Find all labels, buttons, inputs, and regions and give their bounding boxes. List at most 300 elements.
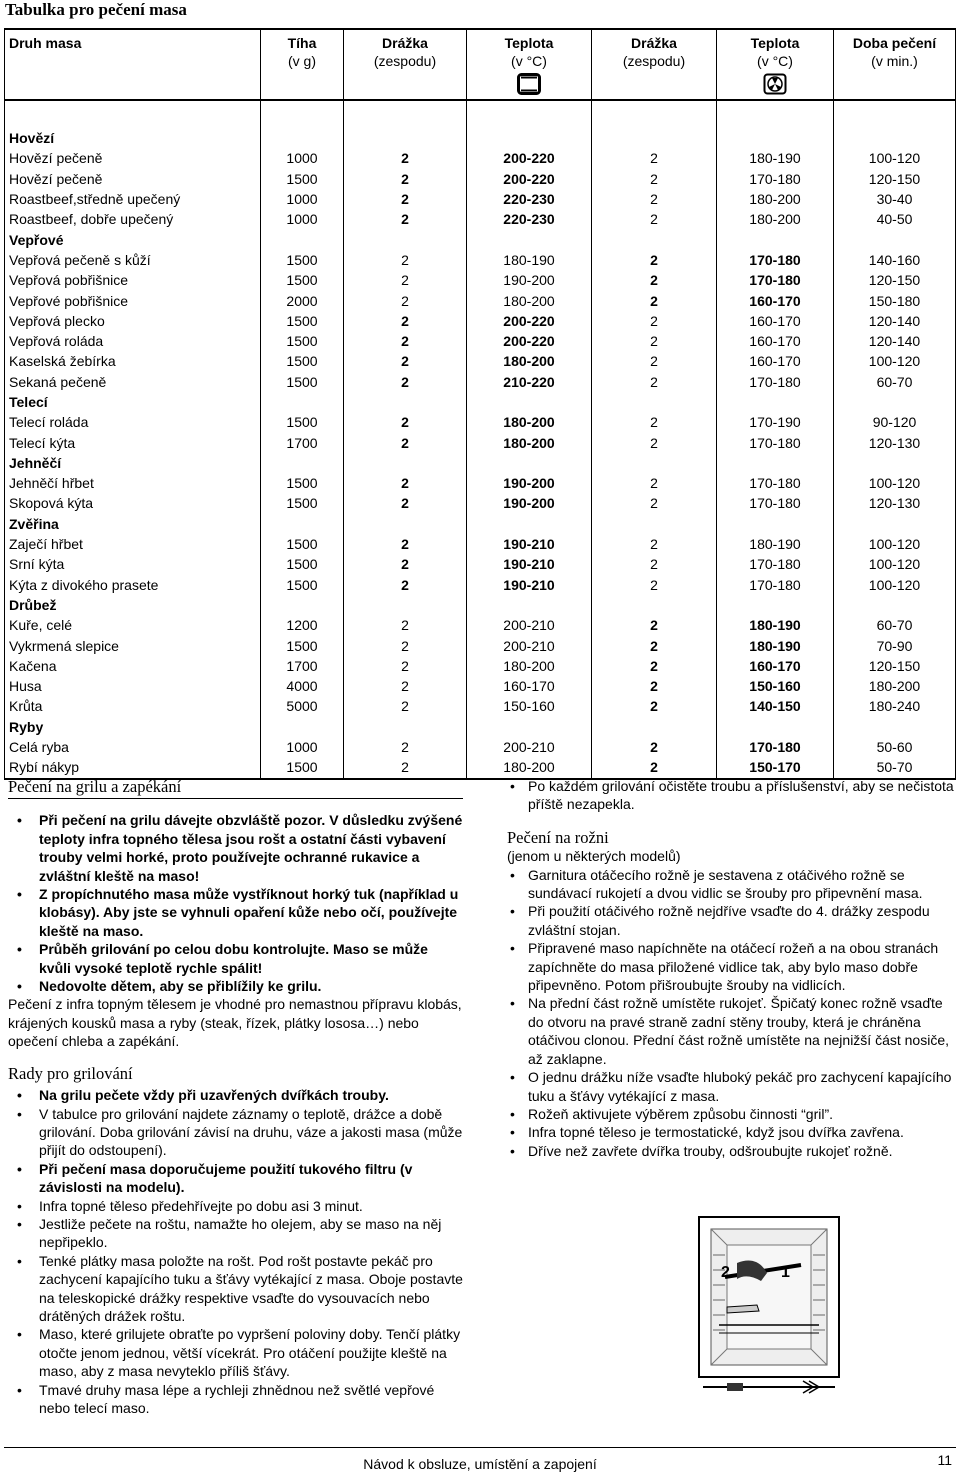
table-row [5, 270, 956, 290]
meat-name: Hovězí pečeně [5, 169, 261, 189]
table-row [5, 189, 956, 209]
temp-fan-cell: 150-160 [717, 676, 834, 696]
temp-fan-cell: 160-170 [717, 311, 834, 331]
table-row [5, 575, 956, 595]
tips-list [8, 1086, 463, 1417]
time-cell: 120-130 [834, 432, 956, 452]
shelf-fan-cell: 2 [592, 372, 717, 392]
grill-warnings-list [8, 811, 463, 995]
empty-cell [834, 128, 956, 148]
temp-conventional-cell: 180-200 [467, 351, 592, 371]
temp-fan-cell: 140-150 [717, 696, 834, 716]
shelf-conventional-cell: 2 [344, 270, 467, 290]
shelf-fan-cell: 2 [592, 412, 717, 432]
shelf-conventional-cell: 2 [344, 169, 467, 189]
list-item: • Tenké plátky masa položte na rošt. Pod rošt postavte pekáč pro zachycení kapajícího tuku a šťávy vytékající z masa. Oboje postavte na teleskopické drážky respektive vsaďte do vysouvacích nebo drátěných drážek roštu. [8, 1252, 463, 1326]
category-row [5, 514, 956, 534]
table-row [5, 331, 956, 351]
grill-section-header [8, 777, 463, 799]
temp-fan-cell: 170-180 [717, 270, 834, 290]
time-cell: 120-150 [834, 656, 956, 676]
table-header-row [5, 29, 956, 100]
time-cell: 50-70 [834, 757, 956, 778]
shelf-fan-cell: 2 [592, 169, 717, 189]
shelf-fan-cell: 2 [592, 757, 717, 778]
footer-text: Návod k obsluze, umístění a zapojení [363, 1456, 597, 1472]
empty-cell [261, 595, 344, 615]
table-row [5, 372, 956, 392]
meat-name: Vepřová plecko [5, 311, 261, 331]
shelf-fan-cell: 2 [592, 635, 717, 655]
empty-cell [834, 229, 956, 249]
empty-cell [834, 392, 956, 412]
shelf-conventional-cell: 2 [344, 250, 467, 270]
temp-fan-cell: 150-170 [717, 757, 834, 778]
empty-cell [261, 453, 344, 473]
empty-cell [261, 392, 344, 412]
time-cell: 180-200 [834, 676, 956, 696]
shelf-conventional-cell: 2 [344, 534, 467, 554]
meat-name: Rybí nákyp [5, 757, 261, 778]
category-row [5, 595, 956, 615]
time-cell: 30-40 [834, 189, 956, 209]
empty-cell [592, 392, 717, 412]
meat-name: Celá ryba [5, 737, 261, 757]
temp-conventional-cell: 220-230 [467, 209, 592, 229]
shelf-fan-cell: 2 [592, 290, 717, 310]
weight-cell: 1500 [261, 331, 344, 351]
list-item: • Dříve než zavřete dvířka trouby, odšroubujte rukojeť rožně. [507, 1142, 955, 1160]
figure-label-2: 2 [721, 1264, 730, 1281]
temp-conventional-cell: 200-220 [467, 311, 592, 331]
empty-cell [467, 128, 592, 148]
list-item: • Jestliže pečete na roštu, namažte ho olejem, aby se maso na něj nepřipeklo. [8, 1215, 463, 1252]
weight-cell: 1500 [261, 270, 344, 290]
list-item: • Rožeň aktivujete výběrem způsobu činnosti “gril”. [507, 1105, 955, 1123]
time-cell: 60-70 [834, 615, 956, 635]
meat-name: Krůta [5, 696, 261, 716]
weight-cell: 1000 [261, 148, 344, 168]
spit-title: Pečení na rožni [507, 827, 609, 847]
shelf-conventional-cell: 2 [344, 432, 467, 452]
category-row [5, 128, 956, 148]
empty-cell [344, 514, 467, 534]
header-teplota-2: Teplota (v °C) [717, 29, 834, 100]
time-cell: 100-120 [834, 575, 956, 595]
empty-cell [467, 392, 592, 412]
grill-paragraph: Pečení z infra topným tělesem je vhodné pro nemastnou přípravu klobás, krájených kousků masa a ryby (steak, řízek, plátky lososa…) nebo opečení chleba a zapékání. [8, 996, 462, 1050]
left-column [8, 777, 463, 1417]
shelf-conventional-cell: 2 [344, 676, 467, 696]
weight-cell: 1500 [261, 311, 344, 331]
empty-cell [467, 717, 592, 737]
empty-cell [834, 453, 956, 473]
shelf-fan-cell: 2 [592, 311, 717, 331]
empty-cell [261, 128, 344, 148]
meat-name: Zaječí hřbet [5, 534, 261, 554]
category-row [5, 392, 956, 412]
table-row [5, 635, 956, 655]
meat-name: Vepřová pobřišnice [5, 270, 261, 290]
header-teplota-1: Teplota (v °C) [467, 29, 592, 100]
shelf-conventional-cell: 2 [344, 635, 467, 655]
temp-conventional-cell: 180-200 [467, 757, 592, 778]
temp-conventional-cell: 190-200 [467, 493, 592, 513]
weight-cell: 1500 [261, 351, 344, 371]
shelf-conventional-cell: 2 [344, 575, 467, 595]
empty-cell [592, 717, 717, 737]
temp-conventional-cell: 190-210 [467, 534, 592, 554]
empty-cell [261, 717, 344, 737]
shelf-fan-cell: 2 [592, 209, 717, 229]
table-row [5, 696, 956, 716]
time-cell: 50-60 [834, 737, 956, 757]
meat-name: Vepřové pobřišnice [5, 290, 261, 310]
weight-cell: 1500 [261, 412, 344, 432]
shelf-fan-cell: 2 [592, 473, 717, 493]
list-item: • Při použití otáčivého rožně nejdříve vsaďte do 4. drážky zespodu zvláštní stojan. [507, 902, 955, 939]
temp-conventional-cell: 180-200 [467, 412, 592, 432]
empty-cell [717, 595, 834, 615]
shelf-conventional-cell: 2 [344, 473, 467, 493]
meat-name: Kuře, celé [5, 615, 261, 635]
empty-cell [592, 514, 717, 534]
temp-fan-cell: 170-180 [717, 250, 834, 270]
shelf-fan-cell: 2 [592, 270, 717, 290]
empty-cell [592, 128, 717, 148]
shelf-fan-cell: 2 [592, 676, 717, 696]
empty-cell [717, 514, 834, 534]
header-druh: Druh masa [5, 29, 261, 100]
time-cell: 40-50 [834, 209, 956, 229]
empty-cell [261, 229, 344, 249]
figure-label-1: 1 [781, 1264, 790, 1281]
list-item: • Při pečení masa doporučujeme použití tukového filtru (v závislosti na modelu). [8, 1160, 463, 1197]
shelf-fan-cell: 2 [592, 250, 717, 270]
empty-cell [592, 595, 717, 615]
time-cell: 150-180 [834, 290, 956, 310]
temp-conventional-cell: 190-200 [467, 473, 592, 493]
category-row [5, 717, 956, 737]
temp-fan-cell: 170-180 [717, 575, 834, 595]
temp-fan-cell: 170-180 [717, 493, 834, 513]
meat-name: Kaselská žebírka [5, 351, 261, 371]
shelf-fan-cell: 2 [592, 554, 717, 574]
empty-cell [717, 717, 834, 737]
meat-name: Sekaná pečeně [5, 372, 261, 392]
page-number: 11 [937, 1452, 952, 1468]
empty-cell [467, 514, 592, 534]
weight-cell: 1200 [261, 615, 344, 635]
table-row [5, 290, 956, 310]
shelf-conventional-cell: 2 [344, 737, 467, 757]
temp-fan-cell: 180-200 [717, 189, 834, 209]
list-item: • Z propíchnutého masa může vystříknout horký tuk (například u klobásy). Aby jste se vyhnuli opaření kůže nebo očí, používejte kleště na maso. [8, 885, 463, 940]
table-row [5, 615, 956, 635]
temp-conventional-cell: 200-210 [467, 737, 592, 757]
empty-cell [467, 229, 592, 249]
list-item: • O jednu drážku níže vsaďte hluboký pekáč pro zachycení kapajícího tuku a šťávy vytékající z masa. [507, 1068, 955, 1105]
weight-cell: 1500 [261, 554, 344, 574]
shelf-fan-cell: 2 [592, 351, 717, 371]
weight-cell: 1500 [261, 635, 344, 655]
time-cell: 120-150 [834, 270, 956, 290]
header-tiha: Tíha (v g) [261, 29, 344, 100]
meat-name: Hovězí pečeně [5, 148, 261, 168]
footer-rule [4, 1447, 956, 1448]
temp-fan-cell: 180-200 [717, 209, 834, 229]
meat-name: Roastbeef, dobře upečený [5, 209, 261, 229]
meat-name: Kačena [5, 656, 261, 676]
list-item: • Na přední část rožně umístěte rukojeť. Špičatý konec rožně vsaďte do otvoru na pravé straně zadní stěny trouby, která je chráněna otáčivou clonou. Přední část rožně umístěte na nejnižší část nosiče, až zaklapne. [507, 994, 955, 1068]
spit-list [507, 866, 955, 1161]
category-row [5, 229, 956, 249]
time-cell: 120-150 [834, 169, 956, 189]
temp-fan-cell: 170-180 [717, 737, 834, 757]
shelf-conventional-cell: 2 [344, 351, 467, 371]
meat-name: Roastbeef,středně upečený [5, 189, 261, 209]
table-row [5, 311, 956, 331]
meat-name: Telecí kýta [5, 432, 261, 452]
temp-fan-cell: 160-170 [717, 351, 834, 371]
shelf-conventional-cell: 2 [344, 615, 467, 635]
temp-fan-cell: 170-180 [717, 432, 834, 452]
temp-fan-cell: 170-180 [717, 473, 834, 493]
weight-cell: 1000 [261, 209, 344, 229]
category-label: Vepřové [5, 229, 261, 249]
empty-cell [344, 229, 467, 249]
time-cell: 60-70 [834, 372, 956, 392]
table-row [5, 148, 956, 168]
time-cell: 100-120 [834, 473, 956, 493]
temp-conventional-cell: 210-220 [467, 372, 592, 392]
list-item: • Nedovolte dětem, aby se přiblížily ke grilu. [8, 977, 463, 995]
meat-name: Telecí roláda [5, 412, 261, 432]
list-item: • V tabulce pro grilování najdete záznamy o teplotě, drážce a době grilování. Doba grilování závisí na druhu, váze a jakosti masa (může přijít do odstoupení). [8, 1105, 463, 1160]
weight-cell: 1500 [261, 575, 344, 595]
conventional-oven-icon [517, 73, 541, 99]
empty-cell [717, 128, 834, 148]
time-cell: 70-90 [834, 635, 956, 655]
table-row [5, 412, 956, 432]
shelf-fan-cell: 2 [592, 331, 717, 351]
time-cell: 100-120 [834, 554, 956, 574]
temp-conventional-cell: 200-210 [467, 615, 592, 635]
category-label: Jehněčí [5, 453, 261, 473]
empty-cell [344, 453, 467, 473]
shelf-conventional-cell: 2 [344, 290, 467, 310]
shelf-conventional-cell: 2 [344, 412, 467, 432]
shelf-conventional-cell: 2 [344, 554, 467, 574]
table-row [5, 169, 956, 189]
meat-name: Vepřová roláda [5, 331, 261, 351]
temp-conventional-cell: 160-170 [467, 676, 592, 696]
list-item: • Tmavé druhy masa lépe a rychleji zhnědnou než světlé vepřové nebo telecí maso. [8, 1381, 463, 1418]
category-row [5, 453, 956, 473]
table-row [5, 676, 956, 696]
table-row [5, 737, 956, 757]
empty-cell [834, 717, 956, 737]
list-item: • Průběh grilování po celou dobu kontrolujte. Maso se může kvůli vysoké teplotě rychle spálit! [8, 940, 463, 977]
temp-conventional-cell: 180-200 [467, 656, 592, 676]
shelf-conventional-cell: 2 [344, 372, 467, 392]
temp-fan-cell: 160-170 [717, 290, 834, 310]
temp-conventional-cell: 180-200 [467, 432, 592, 452]
empty-cell [261, 514, 344, 534]
header-doba: Doba pečení (v min.) [834, 29, 956, 100]
meat-name: Vepřová pečeně s kůží [5, 250, 261, 270]
weight-cell: 1000 [261, 189, 344, 209]
weight-cell: 1500 [261, 169, 344, 189]
meat-name: Vykrmená slepice [5, 635, 261, 655]
list-item: • Infra topné těleso je termostatické, když jsou dvířka zavřena. [507, 1123, 955, 1141]
temp-conventional-cell: 220-230 [467, 189, 592, 209]
weight-cell: 2000 [261, 290, 344, 310]
list-item: • Při pečení na grilu dávejte obzvláště pozor. V důsledku zvýšené teploty infra topného tělesa jsou rošt a ostatní části vybavení trouby velmi horké, proto používejte ochranné rukavice a zvláštní kleště na maso! [8, 811, 463, 885]
table-row [5, 656, 956, 676]
empty-cell [344, 595, 467, 615]
list-item: • Maso, které grilujete obraťte po vypršení poloviny doby. Tenčí plátky otočte jenom jednou, větší vícekrát. Pro otáčení použijte kleště na maso, aby z masa nevyteklo příliš šťávy. [8, 1325, 463, 1380]
shelf-fan-cell: 2 [592, 615, 717, 635]
list-item: • Infra topné těleso předehřívejte po dobu asi 3 minut. [8, 1197, 463, 1215]
shelf-fan-cell: 2 [592, 534, 717, 554]
temp-conventional-cell: 180-190 [467, 250, 592, 270]
weight-cell: 4000 [261, 676, 344, 696]
empty-cell [834, 595, 956, 615]
time-cell: 90-120 [834, 412, 956, 432]
empty-cell [344, 128, 467, 148]
table-row [5, 493, 956, 513]
empty-cell [592, 229, 717, 249]
header-drazka-2: Drážka (zespodu) [592, 29, 717, 100]
weight-cell: 5000 [261, 696, 344, 716]
shelf-conventional-cell: 2 [344, 209, 467, 229]
table-row [5, 351, 956, 371]
shelf-conventional-cell: 2 [344, 148, 467, 168]
time-cell: 100-120 [834, 148, 956, 168]
spit-subtitle: (jenom u některých modelů) [507, 848, 681, 865]
empty-cell [344, 717, 467, 737]
shelf-conventional-cell: 2 [344, 493, 467, 513]
shelf-conventional-cell: 2 [344, 311, 467, 331]
weight-cell: 1500 [261, 372, 344, 392]
list-item: • Garnitura otáčecího rožně je sestavena z otáčivého rožně se sundávací rukojetí a dvou vidlic se šrouby pro připevnění masa. [507, 866, 955, 903]
time-cell: 120-140 [834, 311, 956, 331]
meat-name: Kýta z divokého prasete [5, 575, 261, 595]
temp-conventional-cell: 190-210 [467, 575, 592, 595]
temp-conventional-cell: 190-200 [467, 270, 592, 290]
list-item: • Připravené maso napíchněte na otáčecí rožeň a na obou stranách zapíchněte do masa přiložené vidlice tak, aby bylo maso dobře připevněno. Potom přišroubujte šrouby na vidlicích. [507, 939, 955, 994]
table-row [5, 209, 956, 229]
shelf-fan-cell: 2 [592, 189, 717, 209]
shelf-fan-cell: 2 [592, 696, 717, 716]
meat-name: Jehněčí hřbet [5, 473, 261, 493]
temp-conventional-cell: 200-220 [467, 148, 592, 168]
weight-cell: 1000 [261, 737, 344, 757]
category-label: Zvěřina [5, 514, 261, 534]
shelf-fan-cell: 2 [592, 737, 717, 757]
time-cell: 120-130 [834, 493, 956, 513]
weight-cell: 1500 [261, 534, 344, 554]
roasting-table [4, 28, 956, 780]
shelf-conventional-cell: 2 [344, 696, 467, 716]
fan-oven-icon [763, 73, 787, 99]
empty-cell [592, 453, 717, 473]
shelf-fan-cell: 2 [592, 575, 717, 595]
temp-conventional-cell: 150-160 [467, 696, 592, 716]
page-title: Tabulka pro pečení masa [5, 0, 187, 19]
temp-conventional-cell: 190-210 [467, 554, 592, 574]
temp-conventional-cell: 200-210 [467, 635, 592, 655]
empty-cell [717, 229, 834, 249]
category-label: Ryby [5, 717, 261, 737]
category-label: Drůbež [5, 595, 261, 615]
time-cell: 120-140 [834, 331, 956, 351]
table-row [5, 432, 956, 452]
table-row [5, 250, 956, 270]
temp-fan-cell: 170-180 [717, 169, 834, 189]
shelf-conventional-cell: 2 [344, 189, 467, 209]
empty-cell [344, 392, 467, 412]
table-row [5, 757, 956, 778]
temp-fan-cell: 180-190 [717, 148, 834, 168]
weight-cell: 1700 [261, 656, 344, 676]
table-row [5, 473, 956, 493]
weight-cell: 1700 [261, 432, 344, 452]
table-row [5, 554, 956, 574]
category-label: Telecí [5, 392, 261, 412]
time-cell: 100-120 [834, 534, 956, 554]
list-item: • Na grilu pečete vždy při uzavřených dvířkách trouby. [8, 1086, 463, 1104]
right-column [507, 777, 955, 1160]
shelf-conventional-cell: 2 [344, 656, 467, 676]
category-label: Hovězí [5, 128, 261, 148]
temp-conventional-cell: 180-200 [467, 290, 592, 310]
shelf-fan-cell: 2 [592, 656, 717, 676]
temp-conventional-cell: 200-220 [467, 331, 592, 351]
temp-fan-cell: 170-180 [717, 372, 834, 392]
list-item: • Po každém grilování očistěte troubu a příslušenství, aby se nečistota příště nezapekla. [507, 777, 955, 814]
shelf-fan-cell: 2 [592, 148, 717, 168]
header-drazka-1: Drážka (zespodu) [344, 29, 467, 100]
temp-fan-cell: 160-170 [717, 656, 834, 676]
empty-cell [717, 392, 834, 412]
empty-cell [467, 453, 592, 473]
weight-cell: 1500 [261, 493, 344, 513]
temp-fan-cell: 180-190 [717, 534, 834, 554]
weight-cell: 1500 [261, 250, 344, 270]
shelf-fan-cell: 2 [592, 432, 717, 452]
table-row [5, 534, 956, 554]
time-cell: 100-120 [834, 351, 956, 371]
meat-name: Srní kýta [5, 554, 261, 574]
empty-cell [717, 453, 834, 473]
meat-name: Husa [5, 676, 261, 696]
weight-cell: 1500 [261, 757, 344, 778]
rotisserie-diagram [697, 1215, 841, 1398]
temp-fan-cell: 160-170 [717, 331, 834, 351]
temp-fan-cell: 180-190 [717, 615, 834, 635]
shelf-fan-cell: 2 [592, 493, 717, 513]
tips-title: Rady pro grilování [8, 1063, 133, 1083]
temp-fan-cell: 180-190 [717, 635, 834, 655]
temp-fan-cell: 170-190 [717, 412, 834, 432]
meat-name: Skopová kýta [5, 493, 261, 513]
temp-conventional-cell: 200-220 [467, 169, 592, 189]
shelf-conventional-cell: 2 [344, 757, 467, 778]
time-cell: 140-160 [834, 250, 956, 270]
grill-title: Pečení na grilu a zapékání [8, 777, 182, 796]
